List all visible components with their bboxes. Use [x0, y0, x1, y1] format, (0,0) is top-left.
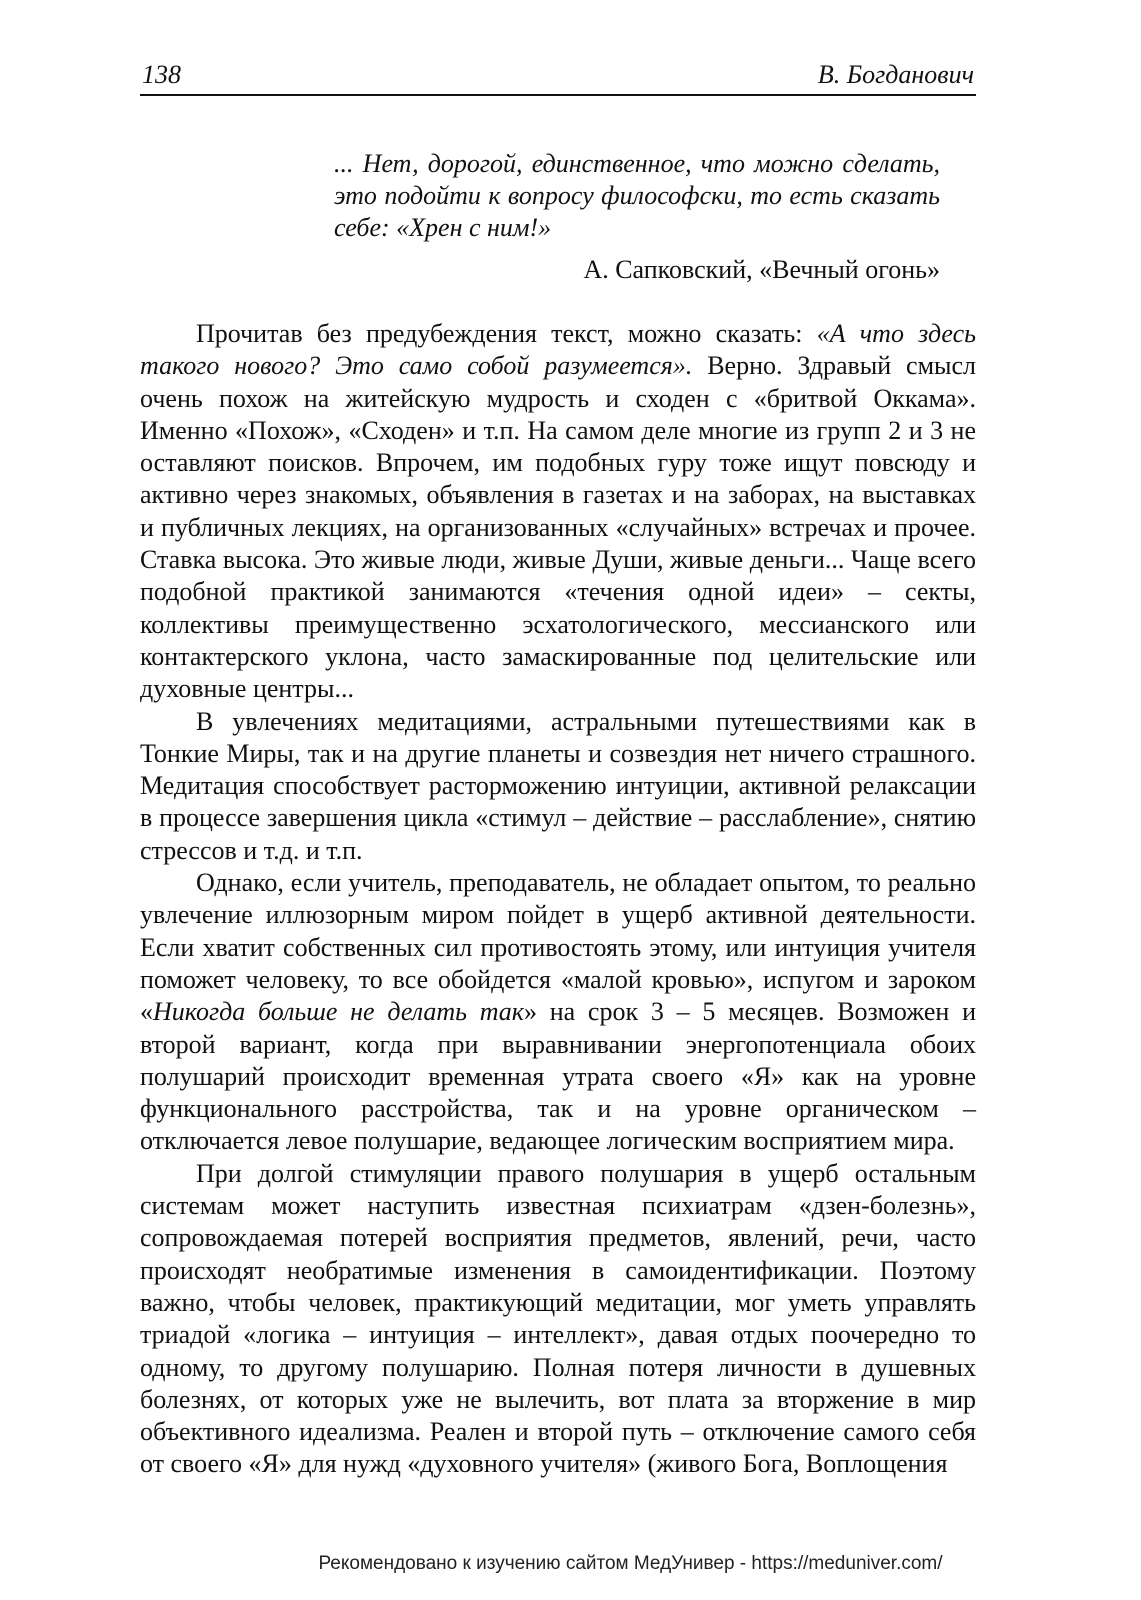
author-name: В. Богданович [817, 60, 974, 89]
running-head [140, 60, 976, 96]
paragraph-1-lead: Прочитав без предубеждения текст, можно сказать: [196, 319, 817, 348]
paragraph-1 [140, 318, 976, 706]
book-page [140, 60, 976, 1481]
paragraph-2: В увлечениях медитациями, астральными путешествиями как в Тонкие Миры, так и на другие планеты и созвездия нет ничего страшного. Медитация способствует расторможению интуиции, активной релаксации в процессе завершения цикла «стимул – действие – расслабление», снятию стрессов и т.д. и т.п. [140, 706, 976, 865]
paragraph-3-rest: » на срок 3 – 5 месяцев. Возможен и второй вариант, когда при выравнивании энергопотенциала обоих полушарий происходит временная утрата своего «Я» как на уровне функционального расстройства, так и на уровне органическом – отключается левое полушарие, ведающее логическим восприятием мира. [140, 997, 976, 1156]
body-text [140, 318, 976, 1481]
paragraph-3 [140, 867, 976, 1158]
paragraph-3-lead: Однако, если учитель, преподаватель, не обладает опытом, то реально увлечение иллюзорным миром пойдет в ущерб активной деятельности. Если хватит собственных сил противостоять этому, или интуиция учителя поможет человеку, то все обойдется «малой кровью», испугом и зароком « [140, 868, 976, 1027]
page-number: 138 [142, 60, 181, 89]
epigraph [334, 148, 940, 286]
epigraph-text: ... Нет, дорогой, единственное, что можно сделать, это подойти к вопросу философски, то есть сказать себе: «Хрен с ним!» [334, 149, 940, 242]
paragraph-1-rest: Верно. Здравый смысл очень похож на житейскую мудрость и сходен с «бритвой Оккама». Именно «Похож», «Сходен» и т.п. На самом деле многие из групп 2 и 3 не оставляют поисков. Впрочем, им подобных гуру тоже ищут повсюду и активно через знакомых, объявления в газетах и на заборах, на выставках и публичных лекциях, на организованных «случайных» встречах и прочее. Ставка высока. Это живые люди, живые Души, живые деньги... Чаще всего подобной практикой занимаются «течения одной идеи» – секты, коллективы преимущественно эсхатологического, мессианского или контактерского уклона, часто замаскированные под целительские или духовные центры... [140, 351, 977, 704]
paragraph-4: При долгой стимуляции правого полушария в ущерб остальным системам может наступить известная психиатрам «дзен-болезнь», сопровождаемая потерей восприятия предметов, явлений, речи, часто происходят необратимые изменения в самоидентификации. Поэтому важно, чтобы человек, практикующий медитации, мог уметь управлять триадой «логика – интуиция – интеллект», давая отдых поочередно то одному, то другому полушарию. Полная потеря личности в душевных болезнях, от которых уже не вылечить, вот плата за вторжение в мир объективного идеализма. Реален и второй путь – отключение самого себя от своего «Я» для нужд «духовного учителя» (живого Бога, Воплощения [140, 1158, 976, 1479]
paragraph-1-quote: «А что здесь такого нового? Это само собой разумеется». [140, 319, 976, 381]
paragraph-3-quote: Никогда больше не делать так [153, 997, 524, 1027]
epigraph-source: А. Сапковский, «Вечный огонь» [583, 255, 940, 284]
site-watermark: Рекомендовано к изучению сайтом МедУнивер - https://meduniver.com/ [318, 1553, 943, 1574]
